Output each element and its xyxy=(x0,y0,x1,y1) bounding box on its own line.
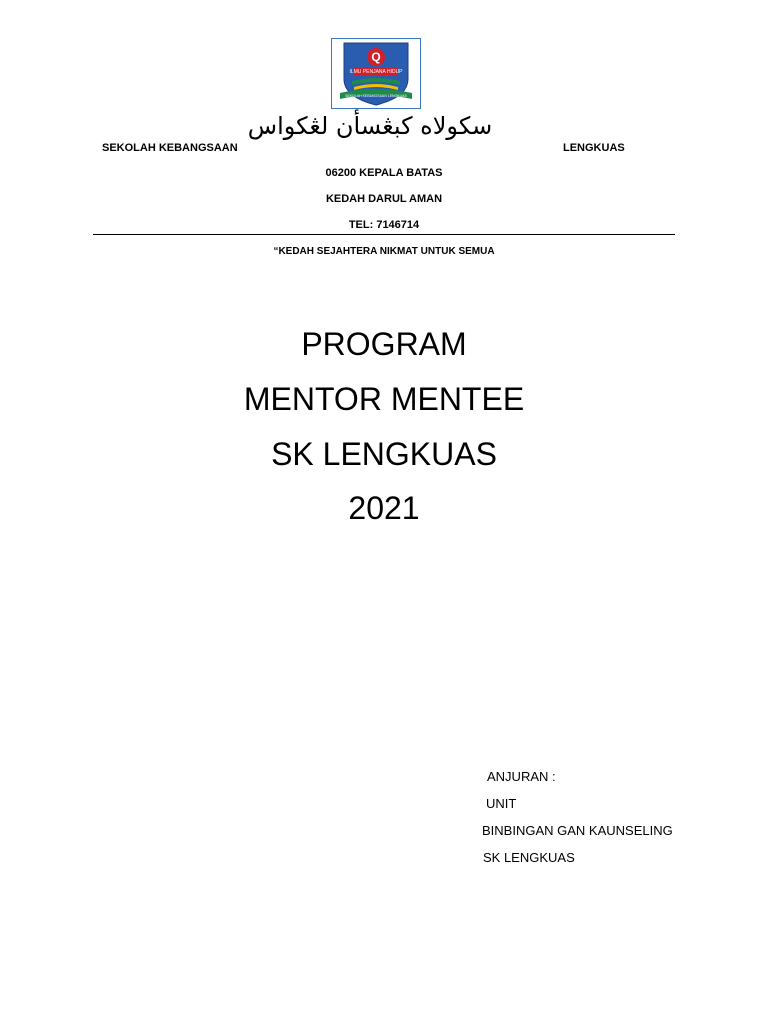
state-line: KEDAH DARUL AMAN xyxy=(325,193,443,205)
title-line-4: 2021 xyxy=(348,490,420,526)
school-name-right: LENGKUAS xyxy=(563,142,625,154)
svg-text:Q: Q xyxy=(371,50,381,64)
telephone-line: TEL: 7146714 xyxy=(348,219,420,231)
organizer-label: ANJURAN : xyxy=(487,769,556,784)
school-name-left: SEKOLAH KEBANGSAAN xyxy=(102,142,238,154)
jawi-school-name: سكولاه كبڠسأن لڠكواس xyxy=(247,112,493,140)
motto: “KEDAH SEJAHTERA NIKMAT UNTUK SEMUA xyxy=(273,246,495,257)
organizer-line-3: SK LENGKUAS xyxy=(483,850,575,865)
crest-emblem-icon xyxy=(332,39,420,108)
header-divider xyxy=(93,234,675,235)
organizer-line-2: BINBINGAN GAN KAUNSELING xyxy=(482,823,673,838)
crest-ribbon-text: SEKOLAH KEBANGSAAN LENGKUAS xyxy=(345,94,407,98)
school-crest-logo xyxy=(331,38,421,109)
title-line-3: SK LENGKUAS xyxy=(271,436,497,472)
address-line: 06200 KEPALA BATAS xyxy=(325,167,443,179)
organizer-line-1: UNIT xyxy=(486,796,517,811)
crest-top-text: ILMU PENJANA HIDUP xyxy=(349,69,403,75)
title-line-1: PROGRAM xyxy=(301,326,467,362)
title-line-2: MENTOR MENTEE xyxy=(243,381,525,417)
